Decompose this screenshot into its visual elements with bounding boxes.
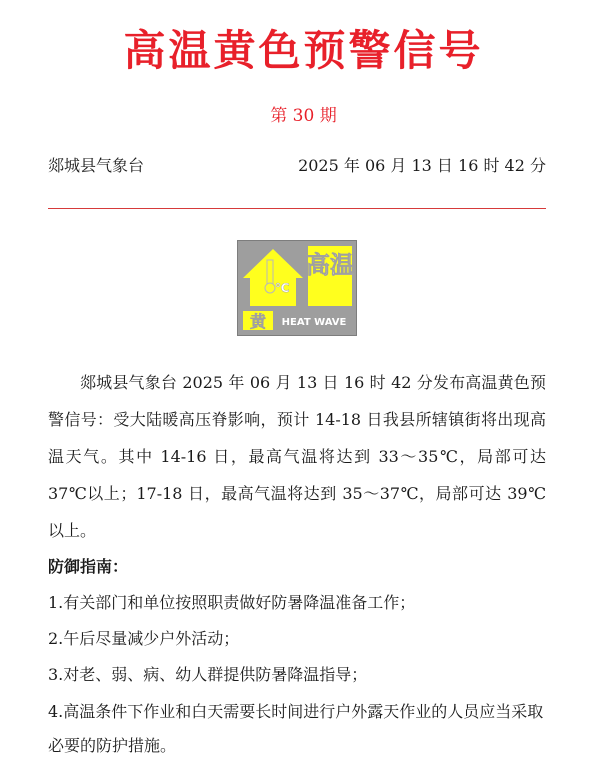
- celsius-text: ℃: [275, 281, 290, 295]
- badge-level-char: 黄: [249, 312, 267, 331]
- guide-item: 1.有关部门和单位按照职责做好防暑降温准备工作；: [48, 593, 416, 612]
- issue-number: 第 30 期: [270, 106, 337, 126]
- guide-item: 4.高温条件下作业和白天需要长时间进行户外露天作业的人员应当采取必要的防护措施。: [48, 702, 544, 755]
- issuer-name: 郯城县气象台: [48, 156, 145, 175]
- guide-item: 3.对老、弱、病、幼人群提供防暑降温指导；: [48, 665, 368, 684]
- guide-item: 2.午后尽量减少户外活动；: [48, 629, 240, 648]
- guide-title: 防御指南：: [48, 557, 129, 576]
- badge-label-cn: 高温: [306, 251, 354, 279]
- signal-title: 高温黄色预警信号: [123, 26, 484, 75]
- heat-wave-yellow-warning-icon: [237, 240, 357, 340]
- signal-description: 郯城县气象台 2025 年 06 月 13 日 16 时 42 分发布高温黄色预警信号：受大陆暖高压脊影响，预计 14-18 日我县所辖镇街将出现高温天气。其中 14-16 日，最高气温将达到 33～35℃，局部可达 37℃以上；17-18 日，最高气温将达到 35～37℃，局部可达 39℃以上。: [48, 373, 546, 540]
- guide-list: [48, 585, 546, 763]
- badge-label-en: HEAT WAVE: [281, 317, 347, 328]
- issue-datetime: 2025 年 06 月 13 日 16 时 42 分: [298, 156, 546, 175]
- header-divider: [48, 208, 546, 209]
- signal-content: [48, 364, 546, 763]
